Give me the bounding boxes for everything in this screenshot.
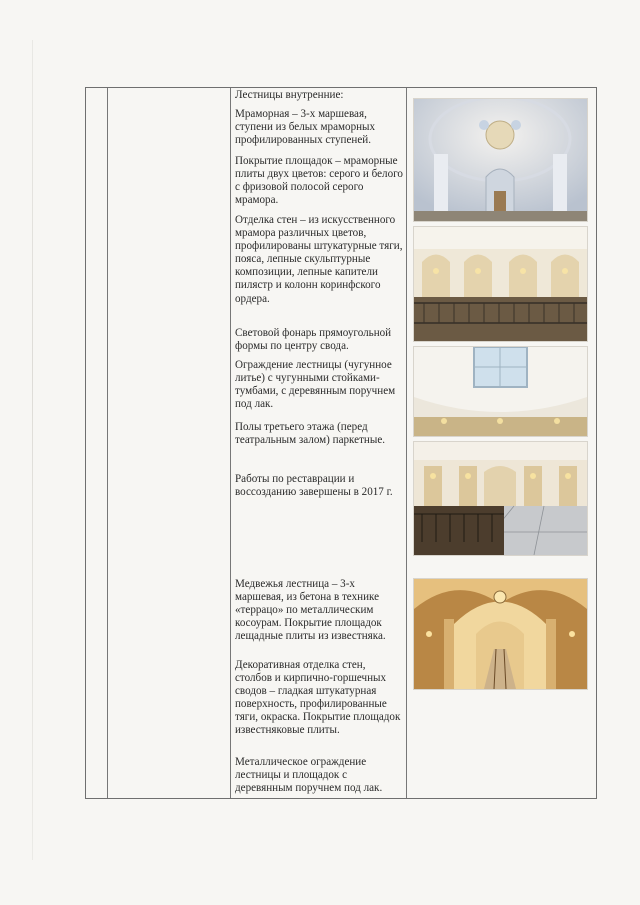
- photo-marble-vault: [413, 98, 588, 222]
- paragraph-skylight: Световой фонарь прямоугольной формы по центру свода.: [235, 327, 392, 353]
- paragraph-landing-cover: Покрытие площадок – мраморные плиты двух цветов: серого и белого с фризовой полосой серого мрамора.: [235, 155, 403, 207]
- table-column-divider: [107, 88, 108, 798]
- paragraph-wall-finish: Отделка стен – из искусственного мрамора различных цветов, профилированы штукатурные тяги, пояса, лепные скульптурные композиции, лепные капители пилястр и колонн коринфского ордера.: [235, 214, 403, 305]
- photo-bear-stair: [413, 578, 588, 690]
- paragraph-railing: Ограждение лестницы (чугунное литье) с чугунными стойками-тумбами, с деревянным поручнем под лак.: [235, 359, 396, 411]
- description-column: [231, 88, 405, 798]
- photo-stair-hall: [413, 226, 588, 342]
- paragraph-marble-stair: Мраморная – 3-х маршевая, ступени из белых мраморных профилированных ступеней.: [235, 108, 376, 147]
- paragraph-decorative-finish: Декоративная отделка стен, столбов и кирпично-горшечных сводов – гладкая штукатурная поверхность, профилированные тяги, окраска. Покрытие площадок известняковые плиты.: [235, 659, 401, 737]
- photo-gallery-floor: [413, 441, 588, 556]
- paragraph-heading-stairs: Лестницы внутренние:: [235, 89, 344, 101]
- photo-skylight: [413, 346, 588, 437]
- paragraph-third-floor: Полы третьего этажа (перед театральным залом) паркетные.: [235, 421, 386, 447]
- paragraph-metal-railing: Металлическое ограждение лестницы и площадок с деревянным поручнем под лак.: [235, 756, 383, 795]
- paragraph-bear-stair: Медвежья лестница – 3-х маршевая, из бетона в технике «террацо» по металлическим косоурам. Покрытие площадок лещадные плиты из известняка.: [235, 578, 386, 643]
- document-table: [85, 87, 597, 799]
- table-column-divider: [406, 88, 407, 798]
- paragraph-restoration-complete: Работы по реставрации и воссозданию завершены в 2017 г.: [235, 473, 393, 499]
- scan-edge-mark: [32, 40, 33, 860]
